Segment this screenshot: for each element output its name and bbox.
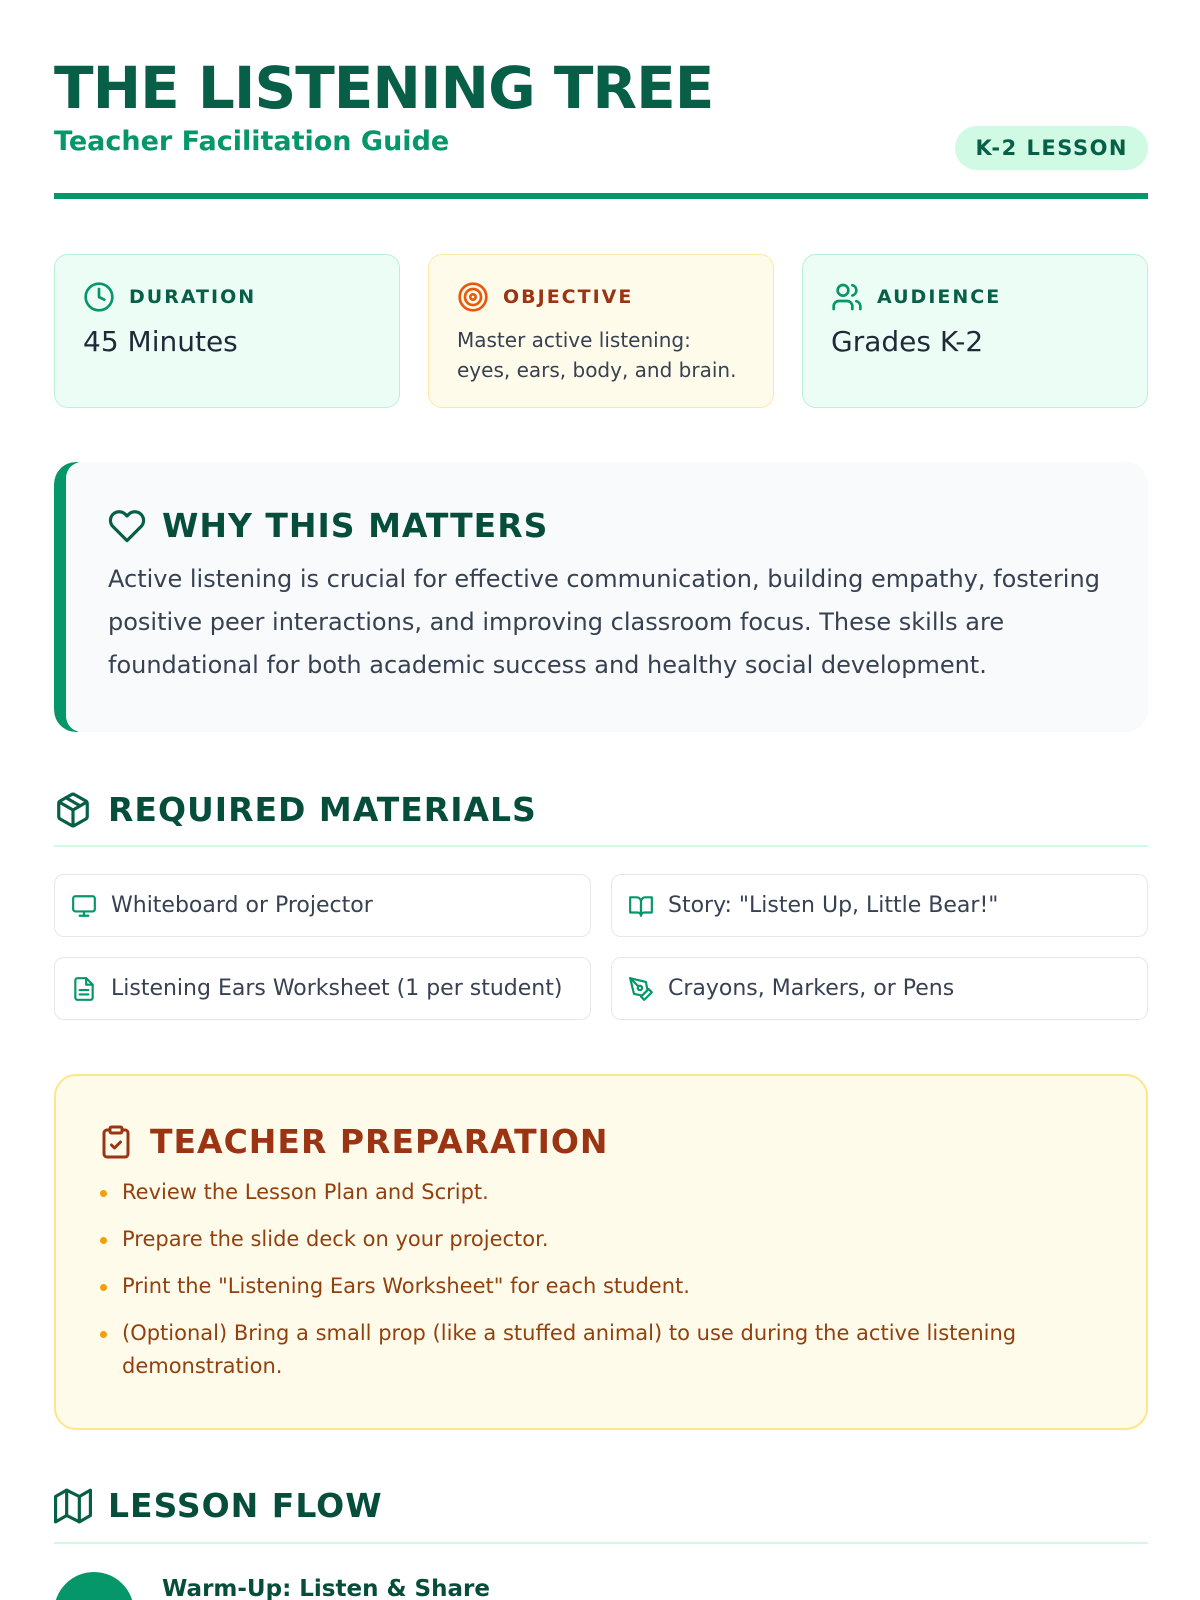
material-item — [611, 957, 1148, 1020]
why-this-matters-panel — [54, 462, 1148, 732]
material-label: Whiteboard or Projector — [111, 893, 373, 918]
duration-value: 45 Minutes — [83, 325, 238, 358]
material-item — [54, 957, 591, 1020]
clock-icon — [83, 281, 115, 313]
materials-heading: REQUIRED MATERIALS — [108, 790, 537, 829]
preparation-list — [100, 1176, 1100, 1397]
audience-card — [802, 254, 1148, 408]
page-title: THE LISTENING TREE — [54, 54, 714, 122]
flow-step-title: Warm-Up: Listen & Share — [162, 1576, 490, 1600]
material-label: Story: "Listen Up, Little Bear!" — [668, 893, 999, 918]
lesson-flow-header — [54, 1486, 383, 1525]
preparation-heading: TEACHER PREPARATION — [150, 1122, 609, 1161]
objective-value: Master active listening: eyes, ears, body, and brain. — [457, 328, 737, 382]
why-text: Active listening is crucial for effective communication, building empathy, fostering positive peer interactions, and improving classroom focus. These skills are foundational for both academic success and healthy social development. — [108, 565, 1100, 679]
info-cards — [54, 254, 1148, 408]
heart-icon — [108, 507, 146, 545]
list-item: Print the "Listening Ears Worksheet" for each student. — [100, 1270, 1100, 1303]
users-icon — [831, 281, 863, 313]
objective-label: OBJECTIVE — [503, 286, 634, 308]
audience-value: Grades K-2 — [831, 325, 984, 358]
lesson-flow-divider — [54, 1542, 1148, 1544]
clipboard-check-icon — [98, 1124, 134, 1160]
list-item: Review the Lesson Plan and Script. — [100, 1176, 1100, 1209]
book-icon — [628, 893, 654, 919]
teacher-preparation-panel — [54, 1074, 1148, 1430]
materials-divider — [54, 845, 1148, 847]
material-label: Crayons, Markers, or Pens — [668, 976, 955, 1001]
grade-badge: K-2 LESSON — [955, 126, 1148, 170]
map-icon — [54, 1487, 92, 1525]
why-heading: WHY THIS MATTERS — [162, 506, 549, 545]
page-subtitle: Teacher Facilitation Guide — [54, 126, 450, 157]
lesson-flow-heading: LESSON FLOW — [108, 1486, 383, 1525]
pen-icon — [628, 976, 654, 1002]
document-icon — [71, 976, 97, 1002]
target-icon — [457, 281, 489, 313]
monitor-icon — [71, 893, 97, 919]
material-item — [611, 874, 1148, 937]
material-item — [54, 874, 591, 937]
duration-card — [54, 254, 400, 408]
package-icon — [54, 791, 92, 829]
duration-label: DURATION — [129, 286, 257, 308]
list-item: (Optional) Bring a small prop (like a stuffed animal) to use during the active listening demonstration. — [100, 1317, 1100, 1383]
step-number-circle — [54, 1572, 134, 1600]
header-divider — [54, 193, 1148, 199]
audience-label: AUDIENCE — [877, 286, 1002, 308]
objective-card — [428, 254, 774, 408]
list-item: Prepare the slide deck on your projector. — [100, 1223, 1100, 1256]
materials-header — [54, 790, 537, 829]
material-label: Listening Ears Worksheet (1 per student) — [111, 976, 563, 1001]
materials-grid — [54, 874, 1148, 1020]
